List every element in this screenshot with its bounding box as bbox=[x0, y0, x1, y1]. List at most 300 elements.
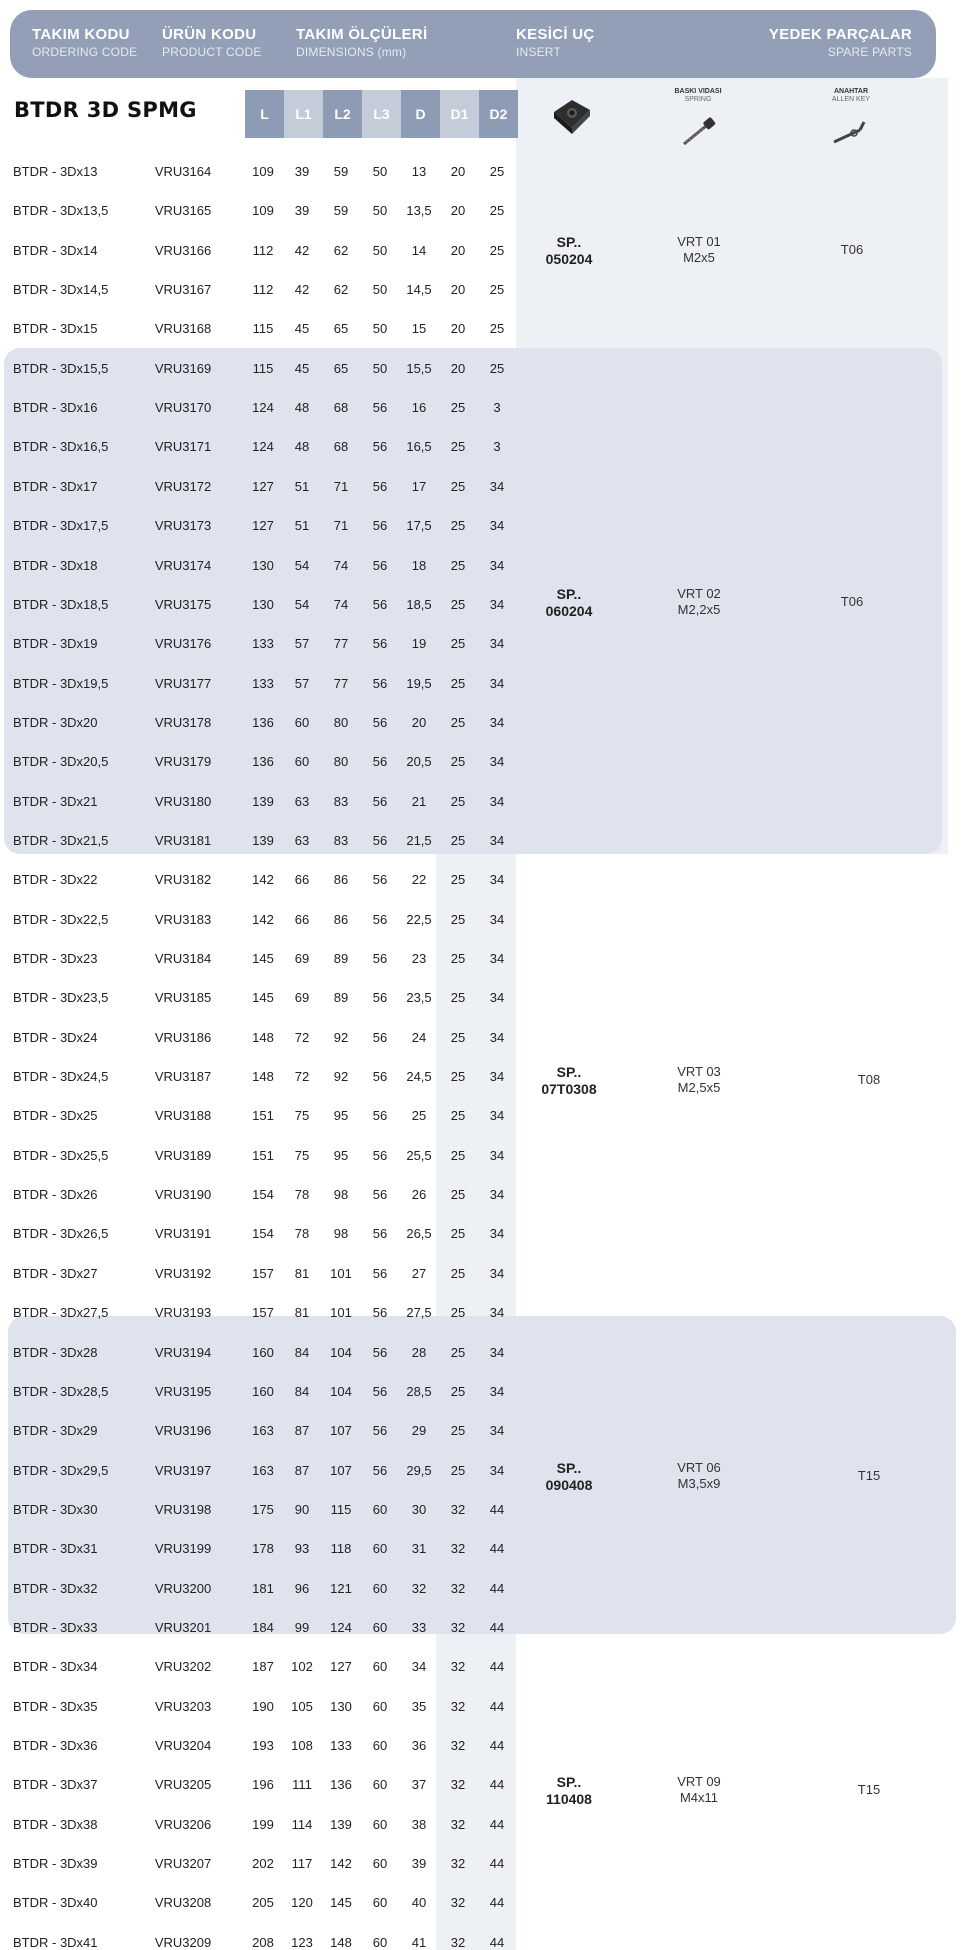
dimension-cell-l2: 83 bbox=[333, 832, 349, 848]
ordering-code-cell: BTDR - 3Dx37 bbox=[13, 1777, 98, 1793]
dimension-cell-l: 148 bbox=[252, 1069, 274, 1085]
dimension-cell-l2: 127 bbox=[330, 1659, 352, 1675]
dimension-cell-l2: 101 bbox=[330, 1265, 352, 1281]
dimension-cell-d1: 32 bbox=[450, 1777, 466, 1793]
dimension-cell-l2: 98 bbox=[333, 1187, 349, 1203]
dimension-cell-d2: 34 bbox=[489, 832, 505, 848]
ordering-code-cell: BTDR - 3Dx23 bbox=[13, 951, 98, 966]
dimension-cell-l1: 123 bbox=[291, 1934, 313, 1950]
dimension-cell-l: 136 bbox=[252, 754, 274, 770]
dimension-cell-d1: 25 bbox=[450, 911, 466, 927]
insert-code-prefix: SP.. bbox=[556, 586, 582, 602]
product-code-cell: VRU3197 bbox=[154, 1462, 212, 1478]
insert-code-prefix: SP.. bbox=[556, 1774, 582, 1790]
table-row bbox=[0, 1057, 516, 1096]
dimension-cell-d1: 25 bbox=[450, 872, 466, 888]
dimension-cell-l3: 60 bbox=[372, 1738, 388, 1753]
dimension-cell-d1: 25 bbox=[450, 1029, 466, 1045]
key-label bbox=[811, 88, 891, 104]
product-code-cell: VRU3206 bbox=[154, 1816, 212, 1832]
dimension-cell-l: 127 bbox=[252, 518, 274, 534]
dimension-cell-d1: 25 bbox=[450, 1305, 466, 1321]
dimension-cell-d: 28,5 bbox=[406, 1383, 432, 1399]
ordering-code-cell: BTDR - 3Dx38 bbox=[13, 1816, 98, 1832]
product-code-cell: VRU3205 bbox=[154, 1777, 212, 1793]
dimension-cell-d2: 34 bbox=[489, 911, 505, 927]
dimension-cell-l1: 54 bbox=[294, 557, 310, 573]
dimension-cell-d1: 25 bbox=[450, 1344, 466, 1360]
dimension-cell-l1: 60 bbox=[294, 714, 310, 730]
dimension-cell-l2: 124 bbox=[330, 1619, 352, 1635]
dimension-cell-l3: 56 bbox=[372, 1462, 388, 1478]
table-row bbox=[0, 1765, 516, 1804]
dimension-cell-d2: 34 bbox=[489, 1108, 505, 1124]
dimension-cell-d2: 44 bbox=[489, 1541, 505, 1557]
dimension-cell-l2: 115 bbox=[330, 1501, 352, 1517]
dimension-cell-l3: 60 bbox=[372, 1856, 388, 1872]
dimension-cell-l1: 117 bbox=[291, 1856, 313, 1872]
dimension-cell-d1: 32 bbox=[450, 1619, 466, 1635]
dimension-cell-l2: 89 bbox=[333, 990, 349, 1006]
dimension-cell-d1: 25 bbox=[450, 1226, 466, 1242]
dimension-cell-d2: 34 bbox=[489, 990, 505, 1006]
dimension-cell-d2: 34 bbox=[489, 872, 505, 888]
dimension-cell-d: 19 bbox=[411, 636, 427, 652]
dimension-cell-d: 29,5 bbox=[406, 1462, 432, 1478]
product-code-cell: VRU3202 bbox=[154, 1659, 212, 1675]
dimension-cell-l3: 56 bbox=[372, 400, 388, 416]
dimension-cell-l2: 80 bbox=[333, 754, 349, 770]
ordering-code-cell: BTDR - 3Dx29,5 bbox=[13, 1462, 109, 1478]
dimension-cell-l1: 75 bbox=[294, 1147, 310, 1163]
table-row bbox=[0, 1372, 516, 1411]
ordering-code-cell: BTDR - 3Dx39 bbox=[13, 1856, 98, 1872]
allen-key-code: T06 bbox=[840, 594, 864, 609]
dimension-cell-d2: 34 bbox=[489, 1344, 505, 1360]
dimension-cell-d2: 44 bbox=[489, 1698, 505, 1714]
dimension-cell-l1: 120 bbox=[291, 1895, 313, 1911]
dimension-cell-d: 20 bbox=[411, 714, 427, 730]
dimension-cell-l3: 56 bbox=[372, 1344, 388, 1360]
dimension-cell-d: 24 bbox=[411, 1029, 427, 1045]
dimension-cell-l: 124 bbox=[252, 400, 274, 416]
dimension-cell-d1: 20 bbox=[450, 321, 466, 337]
table-row bbox=[0, 467, 516, 506]
dimension-cell-l: 124 bbox=[252, 439, 274, 455]
ordering-code-cell: BTDR - 3Dx14 bbox=[13, 242, 98, 258]
dimension-cell-l: 139 bbox=[252, 832, 274, 848]
screw-size: M3,5x9 bbox=[677, 1476, 721, 1491]
dimension-header-l: L bbox=[245, 90, 284, 138]
header-subtitle: SPARE PARTS bbox=[827, 45, 912, 59]
dimension-cell-l2: 92 bbox=[333, 1029, 349, 1045]
ordering-code-cell: BTDR - 3Dx40 bbox=[13, 1895, 98, 1911]
dimension-cell-d1: 25 bbox=[450, 400, 466, 416]
table-row bbox=[0, 742, 516, 781]
product-code-cell: VRU3198 bbox=[154, 1501, 212, 1517]
dimension-cell-l: 133 bbox=[252, 636, 274, 652]
product-code-cell: VRU3190 bbox=[154, 1187, 212, 1203]
dimension-cell-l3: 56 bbox=[372, 754, 388, 770]
dimension-cell-l: 157 bbox=[252, 1305, 274, 1321]
dimension-cell-l2: 142 bbox=[330, 1856, 352, 1872]
dimension-cell-l2: 59 bbox=[333, 164, 349, 179]
product-code-cell: VRU3195 bbox=[154, 1383, 212, 1399]
dimension-cell-d2: 34 bbox=[489, 1265, 505, 1281]
dimension-cell-l1: 48 bbox=[294, 400, 310, 416]
ordering-code-cell: BTDR - 3Dx22 bbox=[13, 872, 98, 888]
dimension-cell-l3: 56 bbox=[372, 675, 388, 691]
product-code-cell: VRU3186 bbox=[154, 1029, 212, 1045]
dimension-cell-d1: 32 bbox=[450, 1856, 466, 1872]
product-code-cell: VRU3175 bbox=[154, 596, 212, 612]
screw-subtitle: SPRING bbox=[684, 96, 712, 103]
dimension-cell-d2: 34 bbox=[489, 1029, 505, 1045]
dimension-cell-l2: 95 bbox=[333, 1108, 349, 1124]
dimension-cell-l2: 95 bbox=[333, 1147, 349, 1163]
dimension-cell-l: 109 bbox=[252, 203, 274, 219]
dimension-cell-d2: 34 bbox=[489, 1226, 505, 1242]
dimension-cell-l1: 60 bbox=[294, 754, 310, 770]
dimension-cell-d: 31 bbox=[411, 1541, 427, 1557]
header-product-code bbox=[162, 26, 262, 59]
table-row bbox=[0, 1096, 516, 1135]
insert-code-prefix: SP.. bbox=[556, 1460, 582, 1476]
dimension-cell-l1: 69 bbox=[294, 951, 310, 966]
screw-code: VRT 06 bbox=[677, 1460, 721, 1475]
table-row bbox=[0, 1923, 516, 1950]
dimension-cell-d: 33 bbox=[411, 1619, 427, 1635]
table-row bbox=[0, 349, 516, 388]
table-row bbox=[0, 860, 516, 899]
ordering-code-cell: BTDR - 3Dx18 bbox=[13, 557, 98, 573]
screw-code: VRT 01 bbox=[677, 234, 721, 249]
dimension-cell-d1: 25 bbox=[450, 518, 466, 534]
dimension-cell-l: 208 bbox=[252, 1934, 274, 1950]
dimension-cell-l: 127 bbox=[252, 478, 274, 494]
dimension-cell-d2: 44 bbox=[489, 1816, 505, 1832]
table-row bbox=[0, 1254, 516, 1293]
dimension-cell-d1: 32 bbox=[450, 1895, 466, 1911]
screw-icon bbox=[678, 116, 718, 150]
dimension-cell-l2: 121 bbox=[330, 1580, 352, 1596]
product-code-cell: VRU3164 bbox=[154, 164, 212, 179]
dimension-cell-l1: 78 bbox=[294, 1187, 310, 1203]
dimension-cell-l: 196 bbox=[252, 1777, 274, 1793]
dimension-cell-l: 163 bbox=[252, 1423, 274, 1439]
ordering-code-cell: BTDR - 3Dx17 bbox=[13, 478, 98, 494]
table-row bbox=[0, 427, 516, 466]
screw-size: M2,5x5 bbox=[677, 1080, 721, 1095]
dimension-cell-l3: 56 bbox=[372, 1226, 388, 1242]
ordering-code-cell: BTDR - 3Dx18,5 bbox=[13, 596, 109, 612]
allen-key-icon bbox=[830, 118, 872, 148]
product-code-cell: VRU3182 bbox=[154, 872, 212, 888]
ordering-code-cell: BTDR - 3Dx28 bbox=[13, 1344, 98, 1360]
allen-key-code: T15 bbox=[857, 1782, 881, 1797]
dimension-cell-d2: 34 bbox=[489, 1423, 505, 1439]
insert-code-prefix: SP.. bbox=[556, 234, 582, 250]
dimension-cell-l: 130 bbox=[252, 596, 274, 612]
dimension-cell-l2: 71 bbox=[333, 518, 349, 534]
dimension-cell-d: 14,5 bbox=[406, 282, 432, 298]
dimension-cell-l1: 69 bbox=[294, 990, 310, 1006]
dimension-cell-l: 202 bbox=[252, 1856, 274, 1872]
ordering-code-cell: BTDR - 3Dx41 bbox=[13, 1934, 98, 1950]
table-row bbox=[0, 1844, 516, 1883]
dimension-cell-d2: 34 bbox=[489, 1147, 505, 1163]
dimension-cell-d: 21 bbox=[411, 793, 427, 809]
dimension-cell-l2: 104 bbox=[330, 1383, 352, 1399]
table-row bbox=[0, 585, 516, 624]
insert-code-prefix: SP.. bbox=[556, 1064, 582, 1080]
insert-code: 07T0308 bbox=[541, 1081, 597, 1097]
dimension-cell-l: 145 bbox=[252, 951, 274, 966]
dimension-cell-d2: 34 bbox=[489, 951, 505, 966]
dimension-cell-l1: 93 bbox=[294, 1541, 310, 1557]
dimension-cell-d: 40 bbox=[411, 1895, 427, 1911]
product-code-cell: VRU3184 bbox=[154, 951, 212, 966]
dimension-cell-d1: 25 bbox=[450, 714, 466, 730]
ordering-code-cell: BTDR - 3Dx20 bbox=[13, 714, 98, 730]
insert-code: 050204 bbox=[545, 251, 593, 267]
dimension-cell-l2: 86 bbox=[333, 911, 349, 927]
dimension-cell-d: 26 bbox=[411, 1187, 427, 1203]
product-code-cell: VRU3207 bbox=[154, 1856, 212, 1872]
header-subtitle: INSERT bbox=[516, 45, 561, 59]
product-code-cell: VRU3171 bbox=[154, 439, 212, 455]
dimension-cell-d1: 25 bbox=[450, 1108, 466, 1124]
dimension-cell-d2: 34 bbox=[489, 1187, 505, 1203]
screw-title: BASKI VIDASI bbox=[674, 88, 722, 95]
dimension-cell-d: 32 bbox=[411, 1580, 427, 1596]
dimension-cell-l2: 65 bbox=[333, 321, 349, 337]
ordering-code-cell: BTDR - 3Dx27 bbox=[13, 1265, 98, 1281]
dimension-cell-d: 26,5 bbox=[406, 1226, 432, 1242]
dimension-cell-l: 133 bbox=[252, 675, 274, 691]
dimension-cell-d2: 34 bbox=[489, 557, 505, 573]
dimension-cell-d2: 44 bbox=[489, 1619, 505, 1635]
dimension-cell-d1: 20 bbox=[450, 242, 466, 258]
dimension-cell-d: 15,5 bbox=[406, 360, 432, 376]
dimension-cell-l1: 45 bbox=[294, 321, 310, 337]
dimension-cell-l3: 56 bbox=[372, 636, 388, 652]
dimension-cell-d1: 32 bbox=[450, 1659, 466, 1675]
insert-code: 090408 bbox=[545, 1477, 593, 1493]
ordering-code-cell: BTDR - 3Dx31 bbox=[13, 1541, 98, 1557]
dimension-cell-d: 17 bbox=[411, 478, 427, 494]
dimension-cell-l3: 56 bbox=[372, 478, 388, 494]
product-code-cell: VRU3166 bbox=[154, 242, 212, 258]
dimension-cell-l3: 56 bbox=[372, 518, 388, 534]
dimension-cell-l: 145 bbox=[252, 990, 274, 1006]
dimension-cell-d1: 25 bbox=[450, 1147, 466, 1163]
header-subtitle: PRODUCT CODE bbox=[162, 45, 262, 59]
dimension-cell-l1: 84 bbox=[294, 1383, 310, 1399]
dimension-cell-l3: 56 bbox=[372, 439, 388, 455]
dimension-cell-l1: 66 bbox=[294, 872, 310, 888]
dimension-cell-l3: 50 bbox=[372, 164, 388, 179]
product-code-cell: VRU3209 bbox=[154, 1934, 212, 1950]
ordering-code-cell: BTDR - 3Dx24 bbox=[13, 1029, 98, 1045]
dimension-cell-d1: 25 bbox=[450, 951, 466, 966]
product-code-cell: VRU3176 bbox=[154, 636, 212, 652]
dimension-cell-l3: 56 bbox=[372, 1305, 388, 1321]
dimension-header-d1: D1 bbox=[440, 90, 479, 138]
product-code-cell: VRU3179 bbox=[154, 754, 212, 770]
dimension-cell-d: 34 bbox=[411, 1659, 427, 1675]
dimension-cell-l2: 68 bbox=[333, 439, 349, 455]
table-row bbox=[0, 152, 516, 191]
product-code-cell: VRU3189 bbox=[154, 1147, 212, 1163]
dimension-cell-d2: 3 bbox=[493, 400, 501, 416]
dimension-cell-d: 24,5 bbox=[406, 1069, 432, 1085]
dimension-cell-l1: 114 bbox=[291, 1816, 313, 1832]
dimension-cell-d2: 25 bbox=[489, 164, 505, 179]
dimension-cell-d: 36 bbox=[411, 1738, 427, 1753]
header-dimensions bbox=[296, 26, 427, 59]
ordering-code-cell: BTDR - 3Dx22,5 bbox=[13, 911, 109, 927]
dimension-cell-d1: 20 bbox=[450, 282, 466, 298]
dimension-cell-l: 160 bbox=[252, 1383, 274, 1399]
dimension-cell-l1: 39 bbox=[294, 164, 310, 179]
ordering-code-cell: BTDR - 3Dx33 bbox=[13, 1619, 98, 1635]
dimension-cell-l2: 139 bbox=[330, 1816, 352, 1832]
dimension-cell-l1: 81 bbox=[294, 1265, 310, 1281]
ordering-code-cell: BTDR - 3Dx27,5 bbox=[13, 1305, 109, 1321]
dimension-cell-l: 154 bbox=[252, 1226, 274, 1242]
ordering-code-cell: BTDR - 3Dx13 bbox=[13, 164, 98, 179]
product-code-cell: VRU3177 bbox=[154, 675, 212, 691]
product-code-cell: VRU3167 bbox=[154, 282, 212, 298]
dimension-cell-l1: 54 bbox=[294, 596, 310, 612]
dimension-cell-d: 37 bbox=[411, 1777, 427, 1793]
dimension-cell-l2: 136 bbox=[330, 1777, 352, 1793]
dimension-cell-d1: 20 bbox=[450, 360, 466, 376]
ordering-code-cell: BTDR - 3Dx17,5 bbox=[13, 518, 109, 534]
header-title: YEDEK PARÇALAR bbox=[768, 26, 912, 43]
dimension-cell-l1: 87 bbox=[294, 1462, 310, 1478]
dimension-cell-d1: 32 bbox=[450, 1541, 466, 1557]
ordering-code-cell: BTDR - 3Dx28,5 bbox=[13, 1383, 109, 1399]
dimension-cell-l: 109 bbox=[252, 164, 274, 179]
dimension-cell-l2: 101 bbox=[330, 1305, 352, 1321]
product-code-cell: VRU3196 bbox=[154, 1423, 212, 1439]
header-title: KESİCİ UÇ bbox=[516, 26, 595, 43]
dimension-cell-l: 142 bbox=[252, 911, 274, 927]
dimension-cell-l3: 56 bbox=[372, 1108, 388, 1124]
dimension-cell-d2: 44 bbox=[489, 1934, 505, 1950]
ordering-code-cell: BTDR - 3Dx23,5 bbox=[13, 990, 109, 1006]
dimension-cell-l: 205 bbox=[252, 1895, 274, 1911]
dimension-cell-d1: 32 bbox=[450, 1934, 466, 1950]
ordering-code-cell: BTDR - 3Dx34 bbox=[13, 1659, 98, 1675]
dimension-cell-d2: 25 bbox=[489, 242, 505, 258]
dimension-cell-d1: 25 bbox=[450, 478, 466, 494]
table-row bbox=[0, 270, 516, 309]
dimension-cell-l: 178 bbox=[252, 1541, 274, 1557]
allen-key-code: T08 bbox=[857, 1072, 881, 1087]
dimension-cell-l: 112 bbox=[252, 242, 274, 258]
table-row bbox=[0, 939, 516, 978]
dimension-cell-l3: 56 bbox=[372, 596, 388, 612]
product-code-cell: VRU3191 bbox=[154, 1226, 212, 1242]
dimension-cell-d1: 25 bbox=[450, 439, 466, 455]
dimension-cell-l: 175 bbox=[252, 1501, 274, 1517]
dimension-cell-l3: 50 bbox=[372, 321, 388, 337]
product-title: BTDR 3D SPMG bbox=[14, 98, 197, 122]
dimension-cell-l: 139 bbox=[252, 793, 274, 809]
dimension-cell-d: 18,5 bbox=[406, 596, 432, 612]
dimension-header-d: D bbox=[401, 90, 440, 138]
dimension-cell-l: 193 bbox=[252, 1738, 274, 1753]
dimension-cell-l2: 145 bbox=[330, 1895, 352, 1911]
dimension-cell-l2: 80 bbox=[333, 714, 349, 730]
dimension-cell-l: 181 bbox=[252, 1580, 274, 1596]
dimension-cell-d2: 34 bbox=[489, 1305, 505, 1321]
dimension-cell-l1: 99 bbox=[294, 1619, 310, 1635]
dimension-cell-l3: 56 bbox=[372, 911, 388, 927]
dimension-cell-l2: 92 bbox=[333, 1069, 349, 1085]
dimension-cell-l1: 105 bbox=[291, 1698, 313, 1714]
dimension-cell-d: 41 bbox=[411, 1934, 427, 1950]
dimension-cell-l1: 96 bbox=[294, 1580, 310, 1596]
ordering-code-cell: BTDR - 3Dx24,5 bbox=[13, 1069, 109, 1085]
product-code-cell: VRU3170 bbox=[154, 400, 212, 416]
dimension-cell-l: 160 bbox=[252, 1344, 274, 1360]
product-code-cell: VRU3199 bbox=[154, 1541, 212, 1557]
ordering-code-cell: BTDR - 3Dx14,5 bbox=[13, 282, 109, 298]
dimension-cell-d: 16 bbox=[411, 400, 427, 416]
dimension-cell-d1: 25 bbox=[450, 1423, 466, 1439]
dimension-cell-d1: 25 bbox=[450, 832, 466, 848]
dimension-cell-d1: 25 bbox=[450, 1069, 466, 1085]
dimension-cell-d1: 25 bbox=[450, 990, 466, 1006]
ordering-code-cell: BTDR - 3Dx15,5 bbox=[13, 360, 109, 376]
dimension-cell-d2: 34 bbox=[489, 1383, 505, 1399]
product-code-cell: VRU3183 bbox=[154, 911, 212, 927]
ordering-code-cell: BTDR - 3Dx19 bbox=[13, 636, 98, 652]
dimension-cell-l1: 78 bbox=[294, 1226, 310, 1242]
product-code-cell: VRU3165 bbox=[154, 203, 212, 219]
dimension-cell-l2: 104 bbox=[330, 1344, 352, 1360]
ordering-code-cell: BTDR - 3Dx29 bbox=[13, 1423, 98, 1439]
dimension-cell-l2: 118 bbox=[330, 1541, 352, 1557]
dimension-cell-l: 115 bbox=[252, 360, 274, 376]
dimension-cell-l1: 108 bbox=[291, 1738, 313, 1753]
dimension-cell-l: 184 bbox=[252, 1619, 274, 1635]
dimension-cell-l3: 60 bbox=[372, 1619, 388, 1635]
dimension-cell-l: 112 bbox=[252, 282, 274, 298]
dimension-cell-d1: 25 bbox=[450, 1383, 466, 1399]
dimension-cell-d: 27,5 bbox=[406, 1305, 432, 1321]
dimension-header-l3: L3 bbox=[362, 90, 401, 138]
dimension-cell-l1: 57 bbox=[294, 636, 310, 652]
ordering-code-cell: BTDR - 3Dx36 bbox=[13, 1738, 98, 1753]
dimension-cell-d: 13 bbox=[411, 164, 427, 179]
header-spare-parts bbox=[769, 26, 912, 59]
product-code-cell: VRU3187 bbox=[154, 1069, 212, 1085]
dimension-cell-d1: 32 bbox=[450, 1816, 466, 1832]
dimension-cell-l3: 60 bbox=[372, 1698, 388, 1714]
product-code-cell: VRU3172 bbox=[154, 478, 212, 494]
table-row bbox=[0, 388, 516, 427]
dimension-cell-l2: 89 bbox=[333, 951, 349, 966]
dimension-cell-d1: 25 bbox=[450, 754, 466, 770]
dimension-cell-d2: 44 bbox=[489, 1895, 505, 1911]
table-row bbox=[0, 1883, 516, 1922]
product-code-cell: VRU3194 bbox=[154, 1344, 212, 1360]
